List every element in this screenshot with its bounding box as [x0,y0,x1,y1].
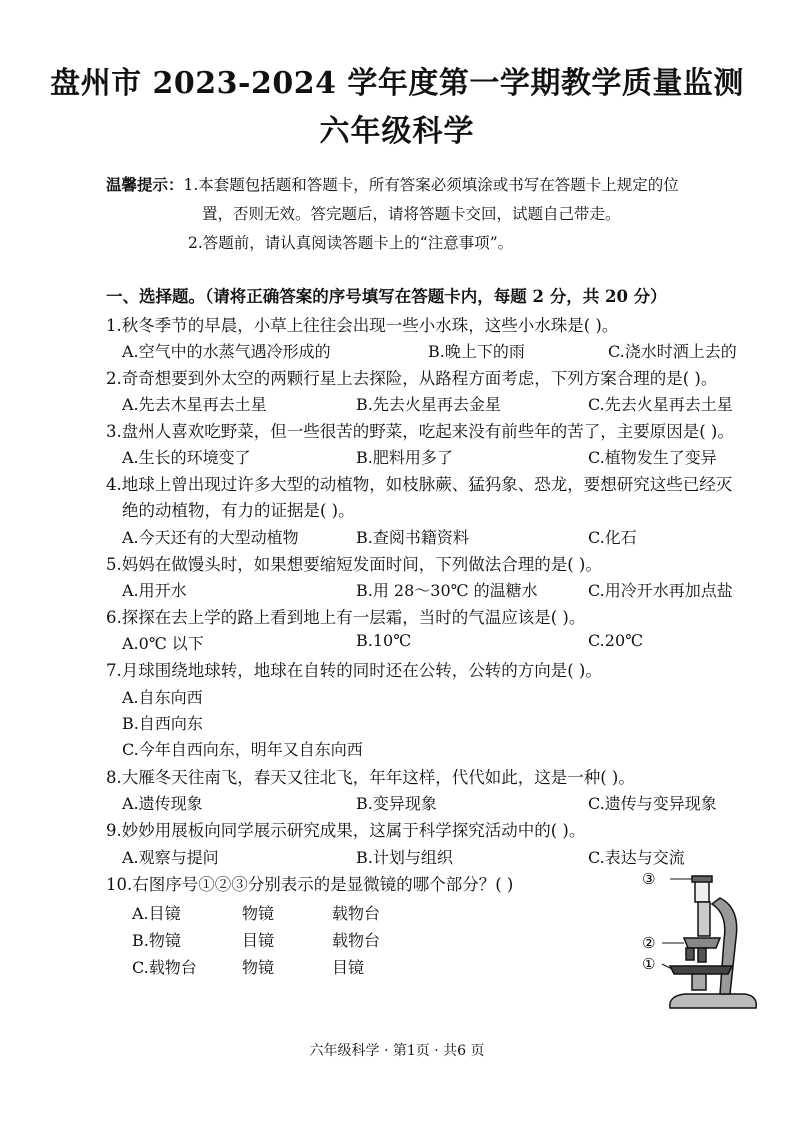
q6-option-b: B.10℃ [356,631,412,650]
question-2: 2.奇奇想要到外太空的两颗行星上去探险，从路程方面考虑，下列方案合理的是( )。 [106,369,718,388]
section-1-title: 一、选择题。（请将正确答案的序号填写在答题卡内，每题 2 分，共 20 分） [106,287,667,306]
notice-line-3: 2.答题前，请认真阅读答题卡上的“注意事项”。 [188,234,514,252]
question-6: 6.探探在去上学的路上看到地上有一层霜，当时的气温应该是( )。 [106,608,586,627]
q10-row-b-3: 载物台 [332,931,381,950]
q9-option-a: A.观察与提问 [122,848,219,867]
q3-option-a: A.生长的环境变了 [122,448,251,467]
q4-option-b: B.查阅书籍资料 [356,528,469,547]
q2-option-a: A.先去木星再去土星 [122,395,267,414]
question-3: 3.盘州人喜欢吃野菜，但一些很苦的野菜，吃起来没有前些年的苦了，主要原因是( )。 [106,422,734,441]
q9-option-b: B.计划与组织 [356,848,453,867]
q2-option-b: B.先去火星再去金星 [356,395,501,414]
notice-label: 温馨提示： [106,175,184,194]
q10-row-a-1: A.目镜 [132,904,181,923]
q8-option-c: C.遗传与变异现象 [588,794,717,813]
q10-row-a-2: 物镜 [242,904,275,923]
notice-line-2: 置，否则无效。答完题后，请将答题卡交回，试题自己带走。 [202,205,621,223]
exam-subtitle: 六年级科学 [319,114,475,149]
q1-option-c: C.浇水时洒上去的 [608,342,737,361]
q8-option-a: A.遗传现象 [122,794,203,813]
q3-option-b: B.肥料用多了 [356,448,453,467]
q3-option-c: C.植物发生了变异 [588,448,717,467]
q10-row-a-3: 载物台 [332,904,381,923]
page-footer: 六年级科学 · 第1页 · 共6 页 [309,1043,485,1059]
question-4-cont: 绝的动植物，有力的证据是( )。 [122,501,355,520]
question-5: 5.妈妈在做馒头时，如果想要缩短发面时间，下列做法合理的是( )。 [106,555,602,574]
figure-label-2: ② [642,934,656,952]
q7-option-a: A.自东向西 [122,688,203,707]
figure-label-1: ① [642,955,656,973]
notice-line-1: 1.本套题包括题和答题卡，所有答案必须填涂或书写在答题卡上规定的位 [183,176,679,194]
q6-option-a: A.0℃ 以下 [122,634,204,653]
q4-option-c: C.化石 [588,528,637,547]
q5-option-b: B.用 28～30℃ 的温糖水 [356,581,538,600]
q5-option-a: A.用开水 [122,581,187,600]
question-7: 7.月球围绕地球转，地球在自转的同时还在公转，公转的方向是( )。 [106,661,602,680]
q8-option-b: B.变异现象 [356,794,437,813]
q7-option-b: B.自西向东 [122,714,203,733]
q10-row-c-2: 物镜 [242,958,275,977]
q5-option-c: C.用冷开水再加点盐 [588,581,733,600]
q10-row-c-3: 目镜 [332,958,365,977]
q1-option-a: A.空气中的水蒸气遇冷形成的 [122,342,331,361]
q10-row-b-1: B.物镜 [132,931,181,950]
q6-option-c: C.20℃ [588,631,644,650]
q10-row-b-2: 目镜 [242,931,275,950]
microscope-icon [670,876,756,1008]
question-8: 8.大雁冬天往南飞，春天又往北飞，年年这样，代代如此，这是一种( )。 [106,768,635,787]
q9-option-c: C.表达与交流 [588,848,685,867]
q4-option-a: A.今天还有的大型动植物 [122,528,299,547]
q2-option-c: C.先去火星再去土星 [588,395,733,414]
microscope-figure [640,868,760,1028]
question-9: 9.妙妙用展板向同学展示研究成果，这属于科学探究活动中的( )。 [106,821,586,840]
question-1: 1.秋冬季节的早晨，小草上往往会出现一些小水珠，这些小水珠是( )。 [106,316,619,335]
question-10: 10.右图序号①②③分别表示的是显微镜的哪个部分？( ) [106,875,514,894]
notice-block [106,170,786,258]
q10-row-c-1: C.载物台 [132,958,197,977]
q1-option-b: B.晚上下的雨 [428,342,525,361]
question-4: 4.地球上曾出现过许多大型的动植物，如枝脉蕨、猛犸象、恐龙，要想研究这些已经灭 [106,475,733,494]
q7-option-c: C.今年自西向东，明年又自东向西 [122,740,363,759]
exam-title: 盘州市 2023-2024 学年度第一学期教学质量监测 [50,66,744,101]
figure-label-3: ③ [642,870,656,888]
